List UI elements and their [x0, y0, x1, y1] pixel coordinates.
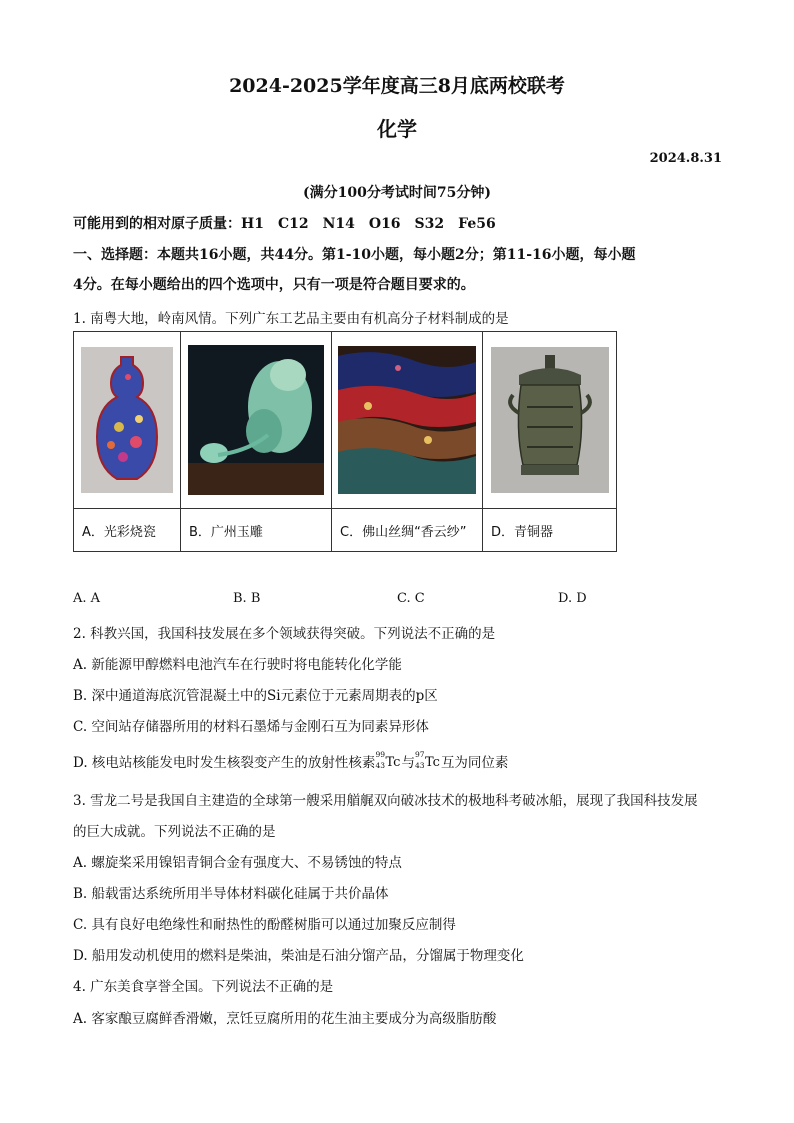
q3-option-a: A. 螺旋桨采用镍铝青铜合金有强度大、不易锈蚀的特点: [73, 855, 402, 871]
q2-stem: 2. 科教兴国，我国科技发展在多个领域获得突破。下列说法不正确的是: [73, 626, 496, 642]
iso2-symbol: Tc: [424, 755, 440, 770]
atomic-masses: 可能用到的相对原子质量：H1 C12 N14 O16 S32 Fe56: [73, 216, 496, 232]
q1-option-a: A. A: [73, 591, 101, 606]
porcelain-vase-icon: [81, 347, 173, 493]
nuclide-tc-99: [375, 750, 401, 770]
q1-stem: 1. 南粤大地，岭南风情。下列广东工艺品主要由有机高分子材料制成的是: [73, 311, 509, 327]
q1-caption-b: B．广州玉雕: [181, 509, 332, 552]
iso2-mass: 97: [414, 750, 425, 759]
q2-d-suffix: 互为同位素: [440, 755, 509, 771]
q2-option-d: [73, 751, 508, 771]
q1-option-d: D. D: [558, 591, 587, 606]
q4-stem: 4. 广东美食享誉全国。下列说法不正确的是: [73, 979, 334, 995]
q4-option-a: A. 客家酿豆腐鲜香滑嫩，烹饪豆腐所用的花生油主要成分为高级脂肪酸: [73, 1011, 497, 1027]
q2-d-prefix: D. 核电站核能发电时发生核裂变产生的放射性核素: [73, 755, 376, 771]
q3-option-b: B. 船载雷达系统所用半导体材料碳化硅属于共价晶体: [73, 886, 389, 902]
section-heading-line2: 4分。在每小题给出的四个选项中，只有一项是符合题目要求的。: [73, 277, 475, 293]
exam-note: (满分100分考试时间75分钟): [303, 185, 491, 201]
q1-caption-a: A．光彩烧瓷: [74, 509, 181, 552]
iso1-symbol: Tc: [385, 755, 401, 770]
iso1-mass: 99: [375, 750, 385, 759]
section-heading-line1: 一、选择题：本题共16小题，共44分。第1-10小题，每小题2分；第11-16小题，每小题: [73, 247, 636, 263]
exam-date: 2024.8.31: [649, 151, 722, 166]
subject-title: 化学: [377, 117, 417, 141]
q2-option-c: C. 空间站存储器所用的材料石墨烯与金刚石互为同素异形体: [73, 719, 429, 735]
bronze-vessel-icon: [491, 347, 609, 493]
exam-title: 2024-2025学年度高三8月底两校联考: [229, 75, 565, 97]
iso1-number: 43: [375, 761, 385, 770]
q2-option-a: A. 新能源甲醇燃料电池汽车在行驶时将电能转化化学能: [73, 657, 402, 673]
silk-fabric-icon: [338, 346, 476, 494]
q1-cell-c-image: [332, 332, 483, 509]
q1-cell-a-image: [74, 332, 181, 509]
q3-option-c: C. 具有良好电绝缘性和耐热性的酚醛树脂可以通过加聚反应制得: [73, 917, 456, 933]
q1-cell-d-image: [483, 332, 617, 509]
jade-carving-icon: [188, 345, 324, 495]
q1-option-c: C. C: [397, 591, 425, 606]
q1-option-b: B. B: [233, 591, 261, 606]
nuclide-tc-97: [414, 750, 440, 770]
q3-stem-line1: 3. 雪龙二号是我国自主建造的全球第一艘采用艏艉双向破冰技术的极地科考破冰船，展现了我国科技发展: [73, 793, 698, 809]
q1-image-table: [73, 331, 617, 552]
q1-caption-d: D．青铜器: [483, 509, 617, 552]
q1-cell-b-image: [181, 332, 332, 509]
q2-option-b: B. 深中通道海底沉管混凝土中的Si元素位于元素周期表的p区: [73, 688, 438, 704]
q2-d-mid: 与: [401, 755, 415, 771]
q1-caption-c: C．佛山丝绸“香云纱”: [332, 509, 483, 552]
q3-option-d: D. 船用发动机使用的燃料是柴油，柴油是石油分馏产品，分馏属于物理变化: [73, 948, 524, 964]
q3-stem-line2: 的巨大成就。下列说法不正确的是: [73, 824, 276, 840]
iso2-number: 43: [414, 761, 425, 770]
